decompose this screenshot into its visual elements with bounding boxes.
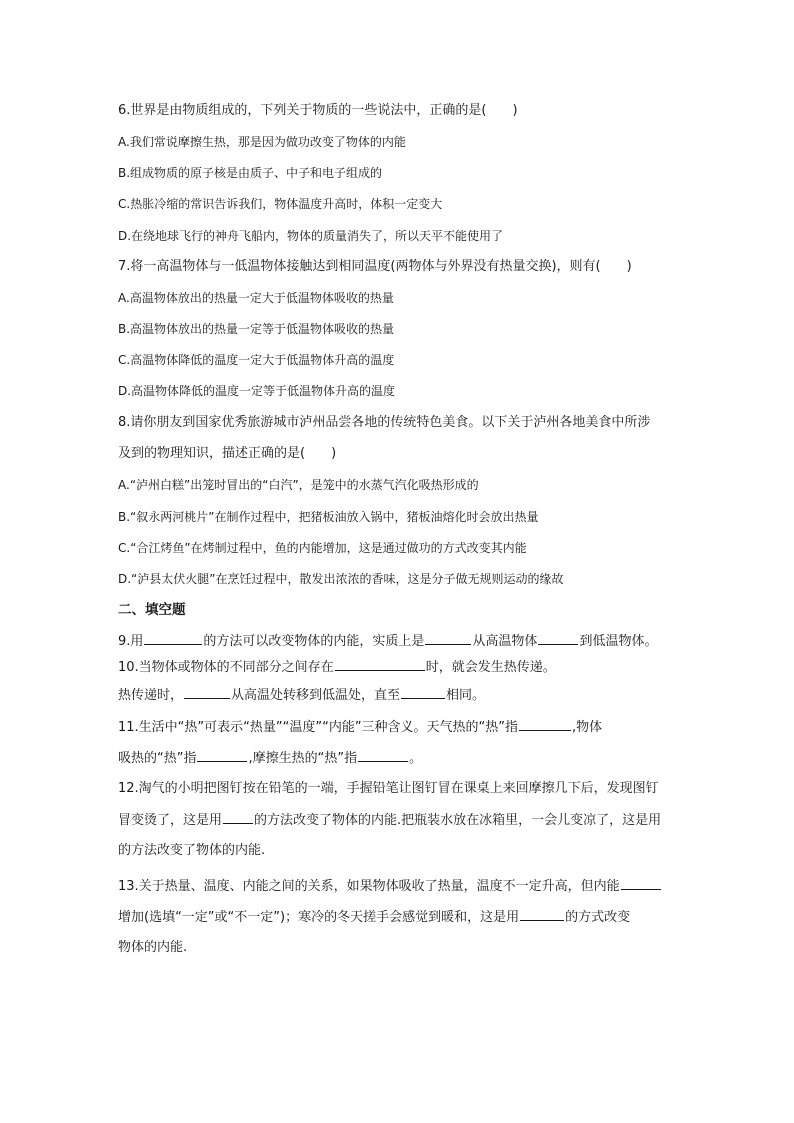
question-6-option-b: B.组成物质的原子核是由质子、中子和电子组成的 <box>118 166 383 180</box>
question-11-text-2: ,物体 <box>572 720 603 735</box>
answer-blank <box>621 877 661 890</box>
question-13-line-2 <box>118 908 630 927</box>
question-10-text-1: 10.当物体或物体的不同部分之间存在 <box>118 660 334 675</box>
question-11-text-1: 11.生活中“热”可表示“热量”“温度”“内能”三种含义。天气热的“热”指 <box>118 720 519 735</box>
answer-blank <box>184 686 230 699</box>
question-11-text-5: 。 <box>409 751 423 766</box>
question-12-text-1: 冒变烫了，这是用 <box>118 813 223 828</box>
question-8-option-c: C.“合江烤鱼”在烤制过程中，鱼的内能增加，这是通过做功的方式改变其内能 <box>118 541 527 555</box>
question-6-option-a: A.我们常说摩擦生热，那是因为做功改变了物体的内能 <box>118 135 406 149</box>
answer-blank <box>144 632 202 645</box>
question-11-line-2 <box>118 749 422 768</box>
question-10-line-2 <box>118 686 485 705</box>
question-13-line-1 <box>118 877 662 896</box>
question-8-option-b: B.“叙永两河桃片”在制作过程中，把猪板油放入锅中，猪板油熔化时会放出热量 <box>118 510 539 524</box>
answer-blank <box>538 632 578 645</box>
question-13-line-3: 物体的内能. <box>118 940 188 955</box>
question-12-text-2: 的方法改变了物体的内能.把瓶装水放在冰箱里，一会儿变凉了，这是用 <box>254 813 662 828</box>
question-13-text-1: 13.关于热量、温度、内能之间的关系，如果物体吸收了热量，温度不一定升高，但内能 <box>118 879 620 894</box>
answer-blank <box>519 718 571 731</box>
question-8-option-d: D.“泸县太伏火腿”在烹饪过程中，散发出浓浓的香味，这是分子做无规则运动的缘故 <box>118 572 564 586</box>
question-11-text-3: 吸热的“热”指 <box>118 751 197 766</box>
question-9 <box>118 632 657 651</box>
question-11-text-4: ,摩擦生热的“热”指 <box>248 751 358 766</box>
question-13-text-3: 的方式改变 <box>565 910 631 925</box>
question-10-line-1 <box>118 658 556 677</box>
question-12-line-2 <box>118 811 661 830</box>
question-6-stem: 6.世界是由物质组成的，下列关于物质的一些说法中，正确的是( ) <box>118 103 518 118</box>
question-6-option-d: D.在绕地球飞行的神舟飞船内，物体的质量消失了，所以天平不能使用了 <box>118 229 504 243</box>
question-13-text-2: 增加(选填“一定”或“不一定”)；寒冷的冬天搓手会感觉到暖和，这是用 <box>118 910 520 925</box>
question-9-text-2: 的方法可以改变物体的内能，实质上是 <box>203 634 425 649</box>
question-9-text-3: 从高温物体 <box>472 634 538 649</box>
question-10-text-4: 从高温处转移到低温处，直至 <box>231 688 401 703</box>
question-9-text-4: 到低温物体。 <box>579 634 658 649</box>
answer-blank <box>520 908 564 921</box>
answer-blank <box>358 749 408 762</box>
question-10-text-3: 热传递时， <box>118 688 184 703</box>
answer-blank <box>335 658 425 671</box>
question-7-option-c: C.高温物体降低的温度一定大于低温物体升高的温度 <box>118 353 395 367</box>
question-7-option-b: B.高温物体放出的热量一定等于低温物体吸收的热量 <box>118 322 395 336</box>
question-9-text-1: 9.用 <box>118 634 144 649</box>
question-6-option-c: C.热胀冷缩的常识告诉我们，物体温度升高时，体积一定变大 <box>118 197 443 211</box>
answer-blank <box>425 632 471 645</box>
section-heading-fill-in: 二、填空题 <box>118 602 186 618</box>
answer-blank <box>197 749 247 762</box>
question-12-line-1: 12.淘气的小明把图钉按在铅笔的一端，手握铅笔让图钉冒在课桌上来回摩擦几下后，发现图钉 <box>118 781 659 796</box>
answer-blank <box>401 686 445 699</box>
question-12-line-3: 的方法改变了物体的内能. <box>118 843 266 858</box>
question-11-line-1 <box>118 718 602 737</box>
question-7-stem: 7.将一高温物体与一低温物体接触达到相同温度(两物体与外界没有热量交换)，则有( ) <box>118 259 632 274</box>
question-8-stem-line-1: 8.请你朋友到国家优秀旅游城市泸州品尝各地的传统特色美食。以下关于泸州各地美食中所涉 <box>118 415 651 430</box>
question-7-option-a: A.高温物体放出的热量一定大于低温物体吸收的热量 <box>118 291 394 305</box>
question-8-stem-line-2: 及到的物理知识，描述正确的是( ) <box>118 446 337 461</box>
question-10-text-2: 时，就会发生热传递。 <box>425 660 556 675</box>
question-10-text-5: 相同。 <box>446 688 486 703</box>
question-7-option-d: D.高温物体降低的温度一定等于低温物体升高的温度 <box>118 384 396 398</box>
question-8-option-a: A.“泸州白糕”出笼时冒出的“白汽”，是笼中的水蒸气汽化吸热形成的 <box>118 478 479 492</box>
answer-blank <box>223 811 253 824</box>
